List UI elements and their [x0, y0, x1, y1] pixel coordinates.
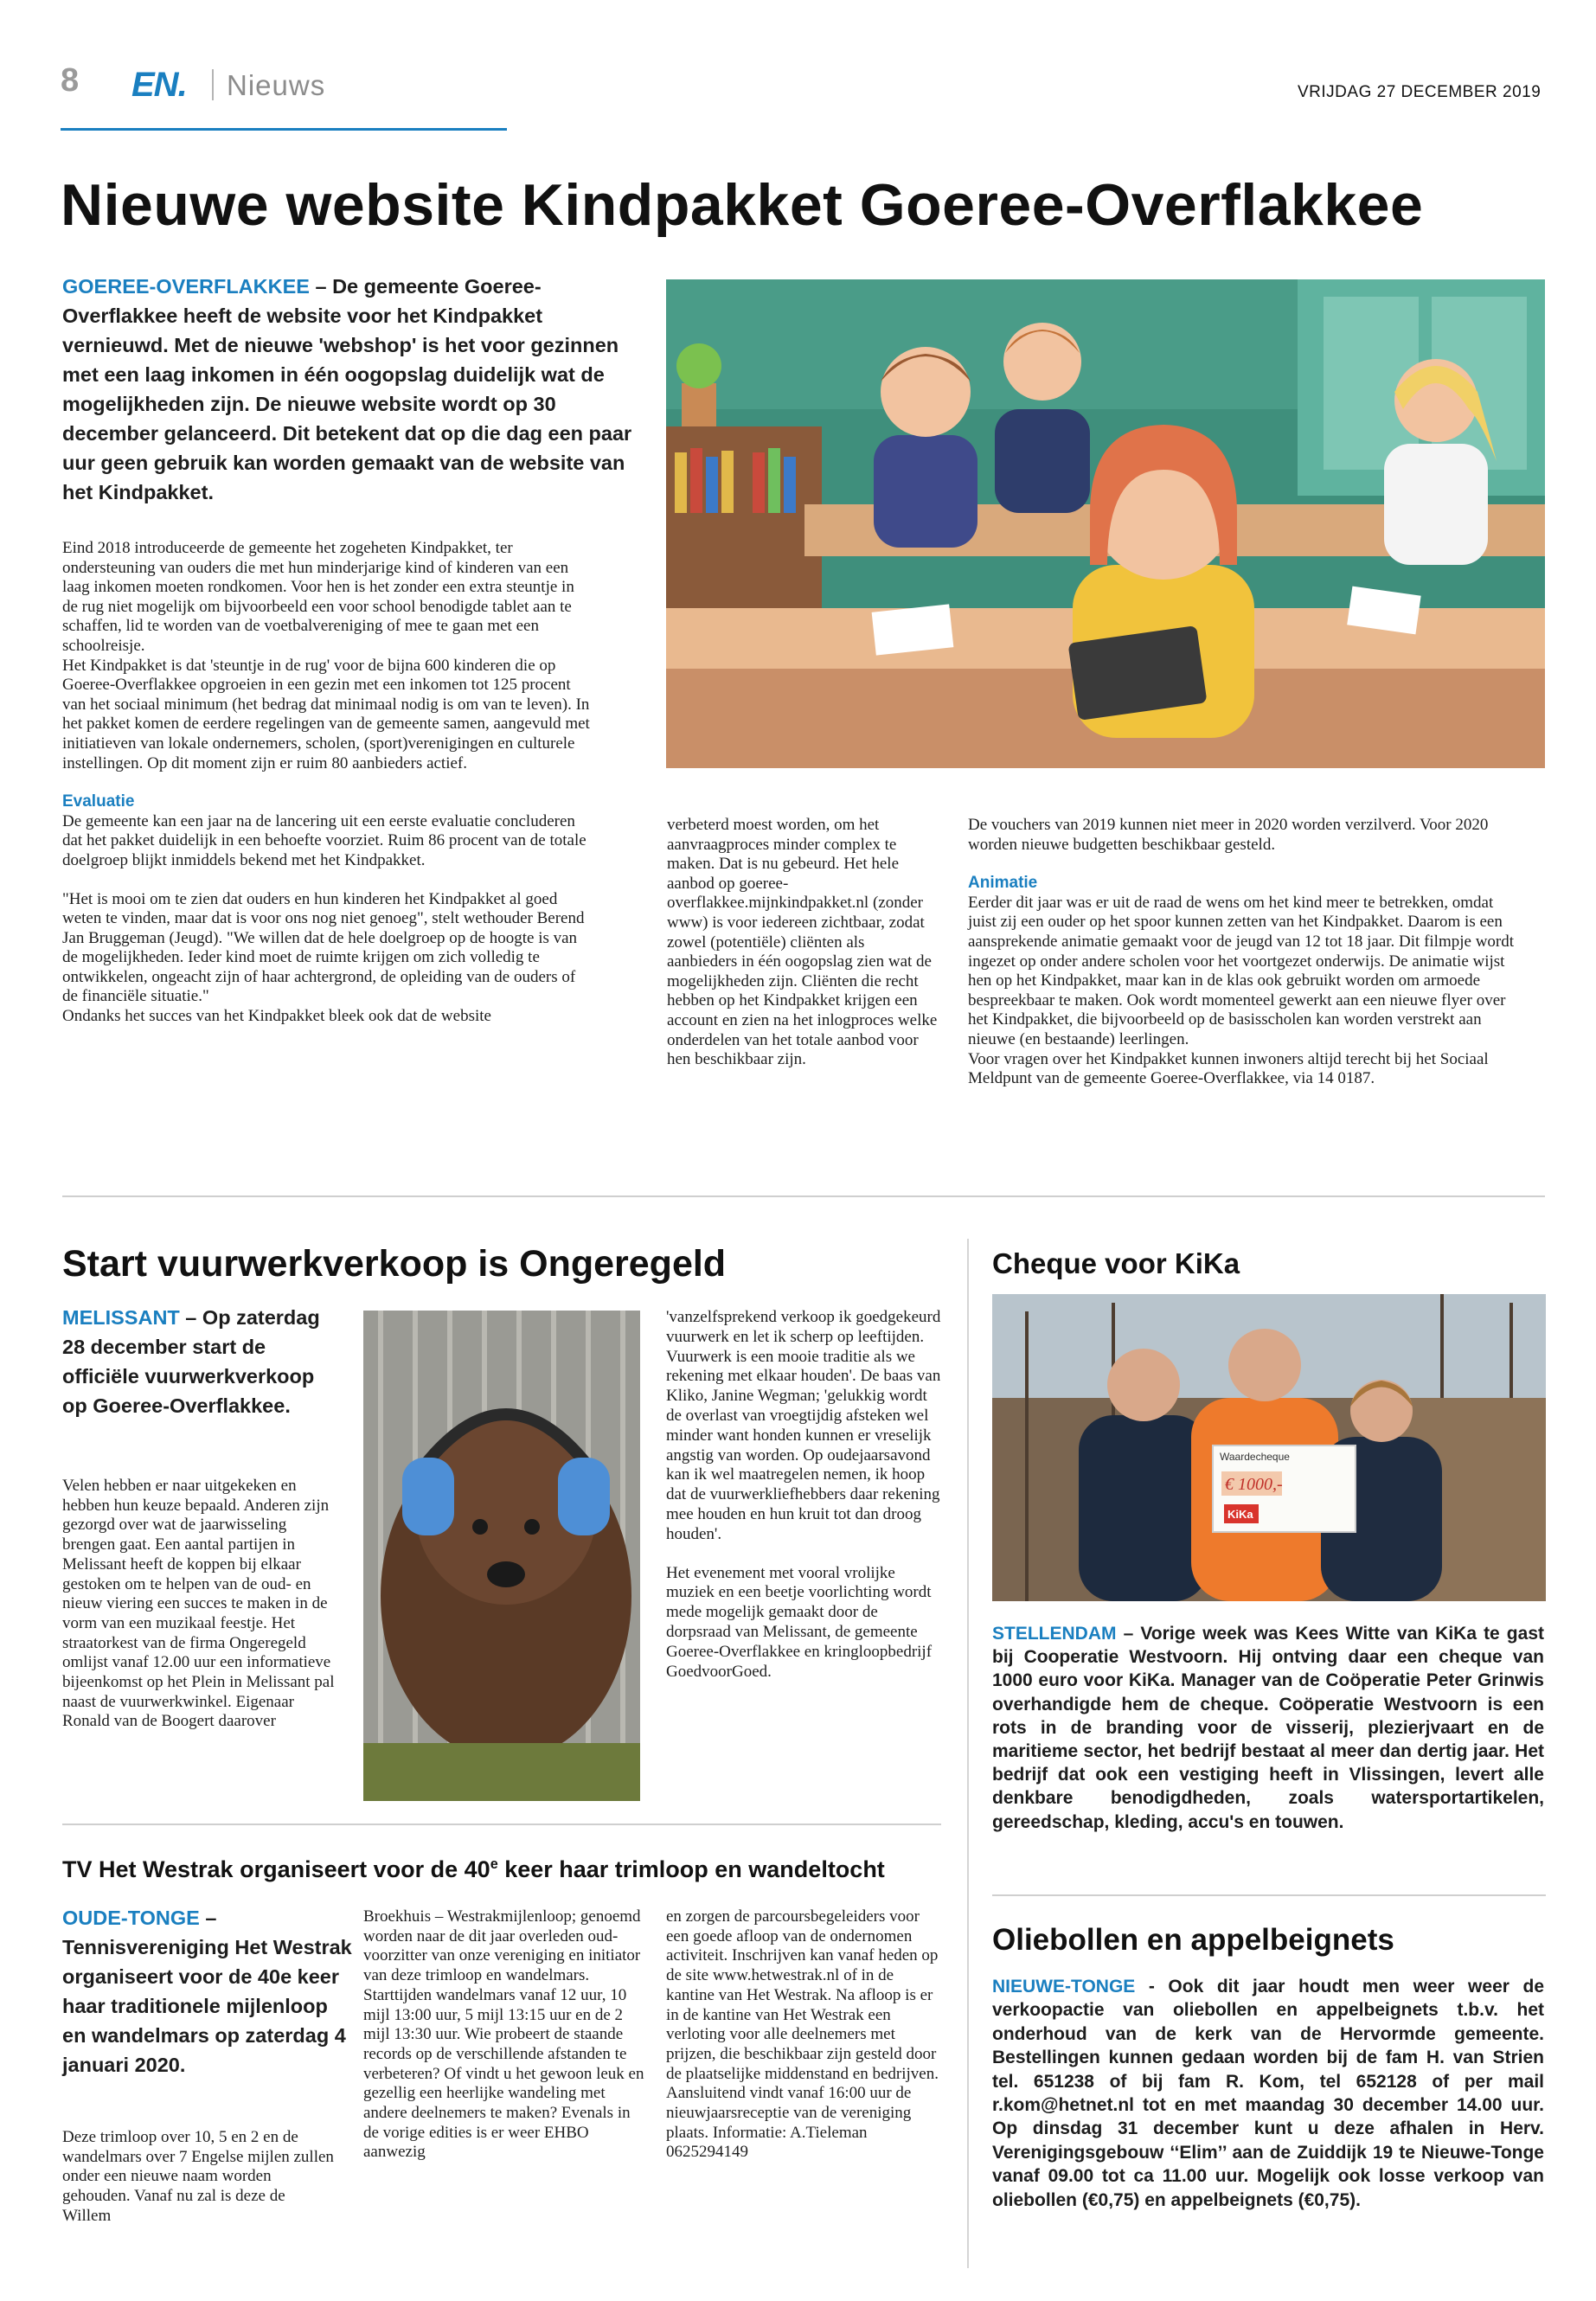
article-vuurwerk-headline: Start vuurwerkverkoop is Ongeregeld — [62, 1243, 727, 1285]
article-divider — [62, 1823, 941, 1825]
dateline: STELLENDAM — [992, 1624, 1117, 1644]
headline-part: TV Het Westrak organiseert voor de 40 — [62, 1856, 490, 1882]
headline-superscript: e — [490, 1856, 498, 1872]
article-kindpakket-lead — [62, 272, 640, 507]
paragraph: Voor vragen over het Kindpakket kunnen inwoners altijd terecht bij het Sociaal Meldpunt van de gemeente Goeree-Overflakkee, via 14 0187. — [968, 1049, 1489, 1088]
lead-text: – Tennisvereniging Het Westrak organiseert voor de 40e keer haar traditionele mijlenloop en wandelmars op zaterdag 4 januari 2020. — [62, 1907, 352, 2076]
masthead-rule — [61, 128, 507, 131]
kika-logo-text: KiKa — [1227, 1508, 1253, 1521]
article-westrak-column-1 — [62, 2128, 337, 2227]
page-number: 8 — [61, 62, 80, 99]
paragraph: verbeterd moest worden, om het aanvraagproces minder complex te maken. Dat is nu gebeurd. Het hele aanbod op goeree-overflakkee.mijnkindpakket.nl (zonder www) is voor iedereen zichtbaar, zodat zowel (potentiële) cliënten als aanbieders in één oogopslag zien wat de mogelijkheden zijn. Cliënten die recht hebben op het Kindpakket krijgen een account en zien na het inlogproces welke onderdelen van het totale aanbod voor hen beschikbaar zijn. — [667, 816, 938, 1069]
paragraph: Ondanks het succes van het Kindpakket bleek ook dat de website — [62, 1007, 491, 1026]
article-kindpakket-column-3 — [968, 816, 1522, 1089]
paragraph: Velen hebben er naar uitgekeken en hebben hun keuze bepaald. Anderen zijn gezorgd over wat de jaarwisseling brengen gaat. Een aantal partijen in Melissant heeft de koppen bij elkaar gestoken om te helpen van de oud- en nieuw viering een succes te maken in de vorm van een muzikaal feestje. Het straatorkest van de firma Ongeregeld omlijst vanaf 12.00 uur een informatieve bijeenkomst op het Plein in Melissant pal naast de vuurwerkwinkel. Eigenaar Ronald van de Boogert daarover — [62, 1477, 335, 1731]
lead-text: – Op zaterdag 28 december start de officiële vuurwerkverkoop op Goeree-Overflakkee. — [62, 1306, 320, 1417]
subheading-animatie: Animatie — [968, 874, 1038, 893]
paragraph: 'vanzelfsprekend verkoop ik goedgekeurd vuurwerk en let ik scherp op leeftijden. Vuurwerk is een mooie traditie als we rekening met elkaar houden'. De baas van Kliko, Janine Wegman; 'gelukkig wordt de overlast van vroegtijdig afsteken wel minder want honden kunnen er vreselijk angstig van worden. Op oudejaarsavond kan ik wel maatregelen nemen, ik hoop dat de vuurwerkliefhebbers daar rekening mee houden en hun kruit tot dan droog houden'. — [666, 1308, 941, 1543]
cheque-amount: € 1000,- — [1225, 1475, 1283, 1494]
article-westrak-lead — [62, 1903, 356, 2080]
dateline: NIEUWE-TONGE — [992, 1977, 1136, 1997]
paragraph: Broekhuis – Westrakmijlenloop; genoemd worden naar de dit jaar overleden oud-voorzitter van onze vereniging en initiator van deze trimloop en wandelmars. Starttijden wandelmars vanaf 12 uur, 10 mijl 13:00 uur, 5 mijl 13:15 uur en de 2 mijl 13:30 uur. Wie probeert de staande records op de verschillende afstanden te verbeteren? Of vindt u het gewoon leuk en gezellig een heerlijke wandeling met andere deelnemers te maken? Evenals in de vorige edities is er weer EHBO aanwezig — [363, 1907, 644, 2162]
dog-with-earmuffs-photo — [363, 1311, 640, 1801]
classroom-illustration — [666, 279, 1545, 768]
article-westrak-headline — [62, 1856, 885, 1883]
cheque-header: Waardecheque — [1220, 1451, 1290, 1463]
quote-paragraph: "Het is mooi om te zien dat ouders en hun kinderen het Kindpakket al goed weten te vinden, maar dat is voor ons nog niet genoeg", stelt wethouder Berend Jan Bruggeman (Jeugd). "We willen dat de hele doelgroep op de hoogte is van de mogelijkheden. Ieder kind moet de ruimte krijgen om zich volledig te ontwikkelen, ongeacht zijn of haar achtergrond, de opleiding van de ouders of de financiële situatie." — [62, 889, 585, 1006]
article-kindpakket-column-1 — [62, 539, 590, 1027]
paragraph: De gemeente kan een jaar na de lancering uit een eerste evaluatie concluderen dat het pakket duidelijk in een behoefte voorziet. Ruim 86 procent van de totale doelgroep blijkt inmiddels bekend met het Kindpakket. — [62, 811, 586, 869]
article-kindpakket-headline: Nieuwe website Kindpakket Goeree-Overflakkee — [61, 172, 1424, 238]
classroom-illustration-svg — [666, 279, 1545, 768]
newspaper-logo[interactable]: EN. — [131, 66, 187, 104]
lead-text: – De gemeente Goeree-Overflakkee heeft de website voor het Kindpakket vernieuwd. Met de nieuwe 'webshop' is het voor gezinnen met een laag inkomen in één oogopslag duidelijk wat de mogelijkheden zijn. De nieuwe website wordt op 30 december gelanceerd. Dit betekent dat op die dag een paar uur geen gebruik kan worden gemaakt van de website van het Kindpakket. — [62, 275, 632, 503]
article-vuurwerk-column-1 — [62, 1477, 337, 1732]
paragraph: en zorgen de parcoursbegeleiders voor een goede afloop van de ondernomen activiteit. Inschrijven kan vanaf heden op de site www.hetwestrak.nl of in de kantine van Het Westrak. Na afloop is er in de kantine van Het Westrak een verloting voor alle deelnemers met prijzen, die beschikbaar zijn gesteld door de plaatselijke middenstand en bedrijven. Aansluitend vindt vanaf 16:00 uur de nieuwjaarsreceptie van de vereniging plaats. Informatie: A.Tieleman 0625294149 — [666, 1907, 939, 2162]
issue-date: VRIJDAG 27 DECEMBER 2019 — [1298, 83, 1542, 101]
dateline: GOEREE-OVERFLAKKEE — [62, 275, 310, 298]
article-oliebollen-body — [992, 1975, 1544, 2212]
article-kika-headline: Cheque voor KiKa — [992, 1247, 1240, 1279]
body-text: – Vorige week was Kees Witte van KiKa te gast bij Cooperatie Westvoorn. Hij ontving daar een cheque van 1000 euro voor KiKa. Manager van de Coöperatie Peter Grinwis overhandigde hem de cheque. Coöperatie Westvoorn is een rots in de branding voor de visserij, plezierjvaart en de maritieme sector, het bedrijf bestaat al meer dan dertig jaar. Het bedrijf dat ook een vestiging heeft in Vlissingen, levert alle denkbare benodigdheden, zoals watersportartikelen, gereedschap, kleding, accu's en touwen. — [992, 1624, 1544, 1832]
article-vuurwerk-column-3 — [666, 1308, 943, 1682]
article-kindpakket-column-2 — [667, 816, 939, 1070]
paragraph: Het Kindpakket is dat 'steuntje in de rug' voor de bijna 600 kinderen die op Goeree-Overflakkee opgroeien in een gezin met een inkomen tot 125 procent van het sociaal minimum (het bedrag dat minimaal nodig is om van te leven). In het pakket komen de eerdere regelingen van de gemeente samen, aangevuld met initiatieven van lokale ondernemers, scholen, (sport)verenigingen en culturele instellingen. Op dit moment zijn er ruim 80 aanbieders actief. — [62, 656, 590, 772]
body-text: - Ook dit jaar houdt men weer weer de verkoopactie van oliebollen en appelbeignets t.b.v. het onderhoud van de kerk van de Hervormde gemeente. Bestellingen kunnen gedaan worden bij de fam H. van Strien tel. 651238 of bij fam R. Kom, tel 652128 of per mail r.kom@hetnet.nl tot en met maandag 30 december 14.00 uur. Op dinsdag 31 december kunt u deze afhalen in Herv. Verenigingsgebouw ‘‘Elim’’ aan de Zuiddijk 19 te Nieuwe-Tonge vanaf 09.00 tot ca 11.00 uur. Mogelijk ook losse verkoop van oliebollen (€0,75) en appelbeignets (€0,75). — [992, 1977, 1544, 2210]
subheading-evaluatie: Evaluatie — [62, 792, 135, 811]
article-vuurwerk-lead — [62, 1303, 322, 1420]
paragraph: De vouchers van 2019 kunnen niet meer in 2020 worden verzilverd. Voor 2020 worden nieuwe budgetten beschikbaar gesteld. — [968, 816, 1489, 854]
paragraph: Eerder dit jaar was er uit de raad de wens om het kind meer te betrekken, omdat juist zij een ouder op het spoor kunnen zetten van het Kindpakket. Daarom is een aansprekende animatie gemaakt voor de jeugd van 12 tot 18 jaar. Dit filmpje wordt ingezet op onder andere scholen voor het voortgezet onderwijs. De animatie wijst hen op het Kindpakket, maar kan in de klas ook gebruikt worden om armoede bespreekbaar te maken. Ook wordt momenteel gewerkt aan een nieuwe flyer over het Kindpakket, die bijvoorbeeld op de basisscholen kan worden verstrekt aan nieuwe (en bestaande) leerlingen. — [968, 893, 1515, 1048]
masthead-separator — [212, 69, 214, 100]
article-westrak-column-3 — [666, 1907, 943, 2163]
paragraph: Het evenement met vooral vrolijke muziek en een beetje voorlichting wordt mede mogelijk gemaakt door de dorpsraad van Melissant, de gemeente Goeree-Overflakkee en kringloopbedrijf GoedvoorGoed. — [666, 1563, 933, 1681]
paragraph: Eind 2018 introduceerde de gemeente het zogeheten Kindpakket, ter ondersteuning van ouders die met hun minderjarige kind of kinderen van een laag inkomen moeten rondkomen. Voor hen is het zonder een extra steuntje in de rug niet mogelijk om bijvoorbeeld een voor school benodigde tablet aan te schaffen, lid te worden van de voetbalvereniging of mee te gaan met een schoolreisje. — [62, 539, 574, 655]
dog-photo-svg — [363, 1311, 640, 1801]
headline-part: keer haar trimloop en wandeltocht — [497, 1856, 885, 1882]
paragraph: Deze trimloop over 10, 5 en 2 en de wandelmars over 7 Engelse mijlen zullen onder een nieuwe naam worden gehouden. Vanaf nu zal is deze de Willem — [62, 2128, 334, 2225]
dateline: OUDE-TONGE — [62, 1907, 200, 1929]
article-kika-body — [992, 1622, 1544, 1834]
column-divider — [967, 1239, 969, 2268]
article-westrak-column-2 — [363, 1907, 649, 2163]
section-label: Nieuws — [227, 69, 326, 101]
section-divider — [62, 1195, 1545, 1197]
article-oliebollen-headline: Oliebollen en appelbeignets — [992, 1923, 1394, 1957]
cheque-handover-photo — [992, 1294, 1546, 1601]
dateline: MELISSANT — [62, 1306, 180, 1329]
article-divider — [992, 1894, 1546, 1896]
cheque-photo-svg — [992, 1294, 1546, 1601]
